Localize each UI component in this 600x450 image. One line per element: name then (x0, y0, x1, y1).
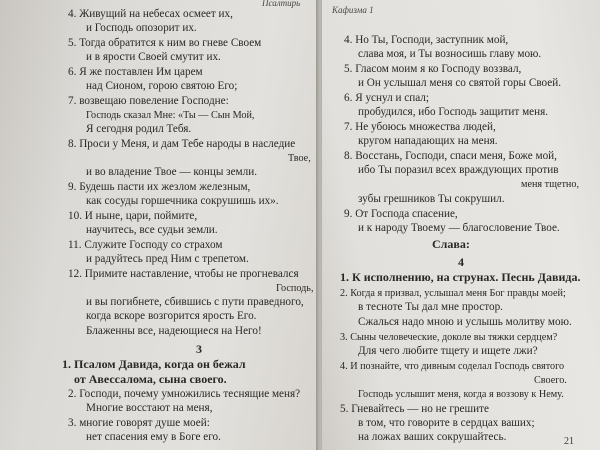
text-line: Господь, (276, 283, 314, 294)
text-line: Блаженны все, надеющиеся на Него! (86, 325, 262, 337)
text-line: от Авессалома, сына своего. (74, 372, 227, 386)
text-line: 3. многие говорят душе моей: (68, 417, 210, 429)
text-line: Для чего любите тщету и ищете лжи? (358, 345, 538, 357)
text-line: Господь услышит меня, когда я воззову к Нему. (358, 389, 564, 400)
text-line: 1. Псалом Давида, когда он бежал (62, 357, 246, 371)
text-line: Сжалься надо мною и услышь молитву мою. (358, 316, 572, 328)
text-line: 1. К исполнению, на струнах. Песнь Давида. (340, 270, 581, 284)
text-line: и во владение Твое — концы земли. (86, 166, 257, 178)
text-line: 8. Восстань, Господи, спаси меня, Боже мой, (344, 150, 557, 162)
text-line: и в ярости Своей смутит их. (86, 51, 221, 63)
text-line: Слава: (432, 237, 470, 251)
text-line: на ложах ваших сокрушайтесь. (358, 431, 507, 443)
text-line: Своего. (534, 375, 567, 386)
text-line: Твое, (288, 153, 311, 164)
running-head-right: Кафизма 1 (332, 5, 374, 15)
text-line: 5. Тогда обратится к ним во гневе Своем (68, 37, 262, 49)
text-line: пробудился, ибо Господь защитит меня. (358, 106, 549, 118)
text-line: 3. Сыны человеческие, доколе вы тяжки сердцем? (340, 332, 558, 343)
text-line: 4. Живущий на небесах осмеет их, (68, 8, 233, 20)
text-line: меня тщетно, (521, 179, 580, 190)
text-line: 5. Гневайтесь — но не грешите (340, 403, 489, 415)
text-line: и Господь опозорит их. (86, 22, 197, 34)
text-line: 4. Но Ты, Господи, заступник мой, (344, 34, 509, 46)
text-line: в тесноте Ты дал мне простор. (358, 301, 503, 313)
text-line: 4 (458, 255, 464, 269)
text-line: 11. Служите Господу со страхом (68, 239, 223, 251)
right-page (322, 0, 600, 450)
text-line: над Сионом, горою святою Его; (86, 80, 238, 92)
text-line: 10. И ныне, цари, поймите, (68, 210, 198, 222)
text-line: 9. Будешь пасти их жезлом железным, (68, 181, 251, 193)
text-line: слава моя, и Ты возносишь главу мою. (358, 48, 542, 60)
running-head-left: Псалтирь (262, 0, 301, 8)
text-line: 9. От Господа спасение, (344, 208, 458, 220)
text-line: и Он услышал меня со святой горы Своей. (358, 77, 562, 89)
text-line: зубы грешников Ты сокрушил. (358, 193, 505, 205)
text-line: 5. Гласом моим я ко Господу воззвал, (344, 63, 522, 75)
text-line: 4. И познайте, что дивным соделал Господь святого (340, 361, 565, 372)
text-line: как сосуды горшечника сокрушишь их». (86, 195, 279, 207)
text-line: кругом нападающих на меня. (358, 135, 498, 147)
text-line: в том, что говорите в сердцах ваших; (358, 417, 535, 429)
text-line: 2. Господи, почему умножились теснящие меня? (68, 388, 301, 400)
text-line: 6. Я же поставлен Им царем (68, 66, 203, 78)
text-line: научитесь, все судьи земли. (86, 224, 218, 236)
text-line: 7. возвещаю повеление Господне: (68, 95, 229, 107)
text-line: Многие восстают на меня, (86, 402, 213, 414)
text-line: и вы погибнете, сбившись с пути праведного, (86, 296, 304, 308)
text-line: 12. Примите наставление, чтобы не прогневался (68, 268, 299, 280)
text-line: когда вскоре возгорится ярость Его. (86, 310, 257, 322)
text-line: и к народу Твоему — благословение Твое. (358, 222, 560, 234)
text-line: 7. Не убоюсь множества людей, (344, 121, 496, 133)
page-number: 21 (564, 436, 574, 447)
text-line: ибо Ты поразил всех враждующих против (358, 164, 559, 176)
text-line: 2. Когда я призвал, услышал меня Бог правды моей; (340, 288, 566, 299)
text-line: 8. Проси у Меня, и дам Тебе народы в наследие (68, 138, 296, 150)
text-line: и радуйтесь пред Ним с трепетом. (86, 253, 249, 265)
text-line: 3 (196, 342, 202, 356)
text-line: Я сегодня родил Тебя. (86, 123, 192, 135)
text-line: 6. Я уснул и спал; (344, 92, 429, 104)
text-line: Господь сказал Мне: «Ты — Сын Мой, (86, 110, 255, 121)
text-line: нет спасения ему в Боге его. (86, 431, 221, 443)
